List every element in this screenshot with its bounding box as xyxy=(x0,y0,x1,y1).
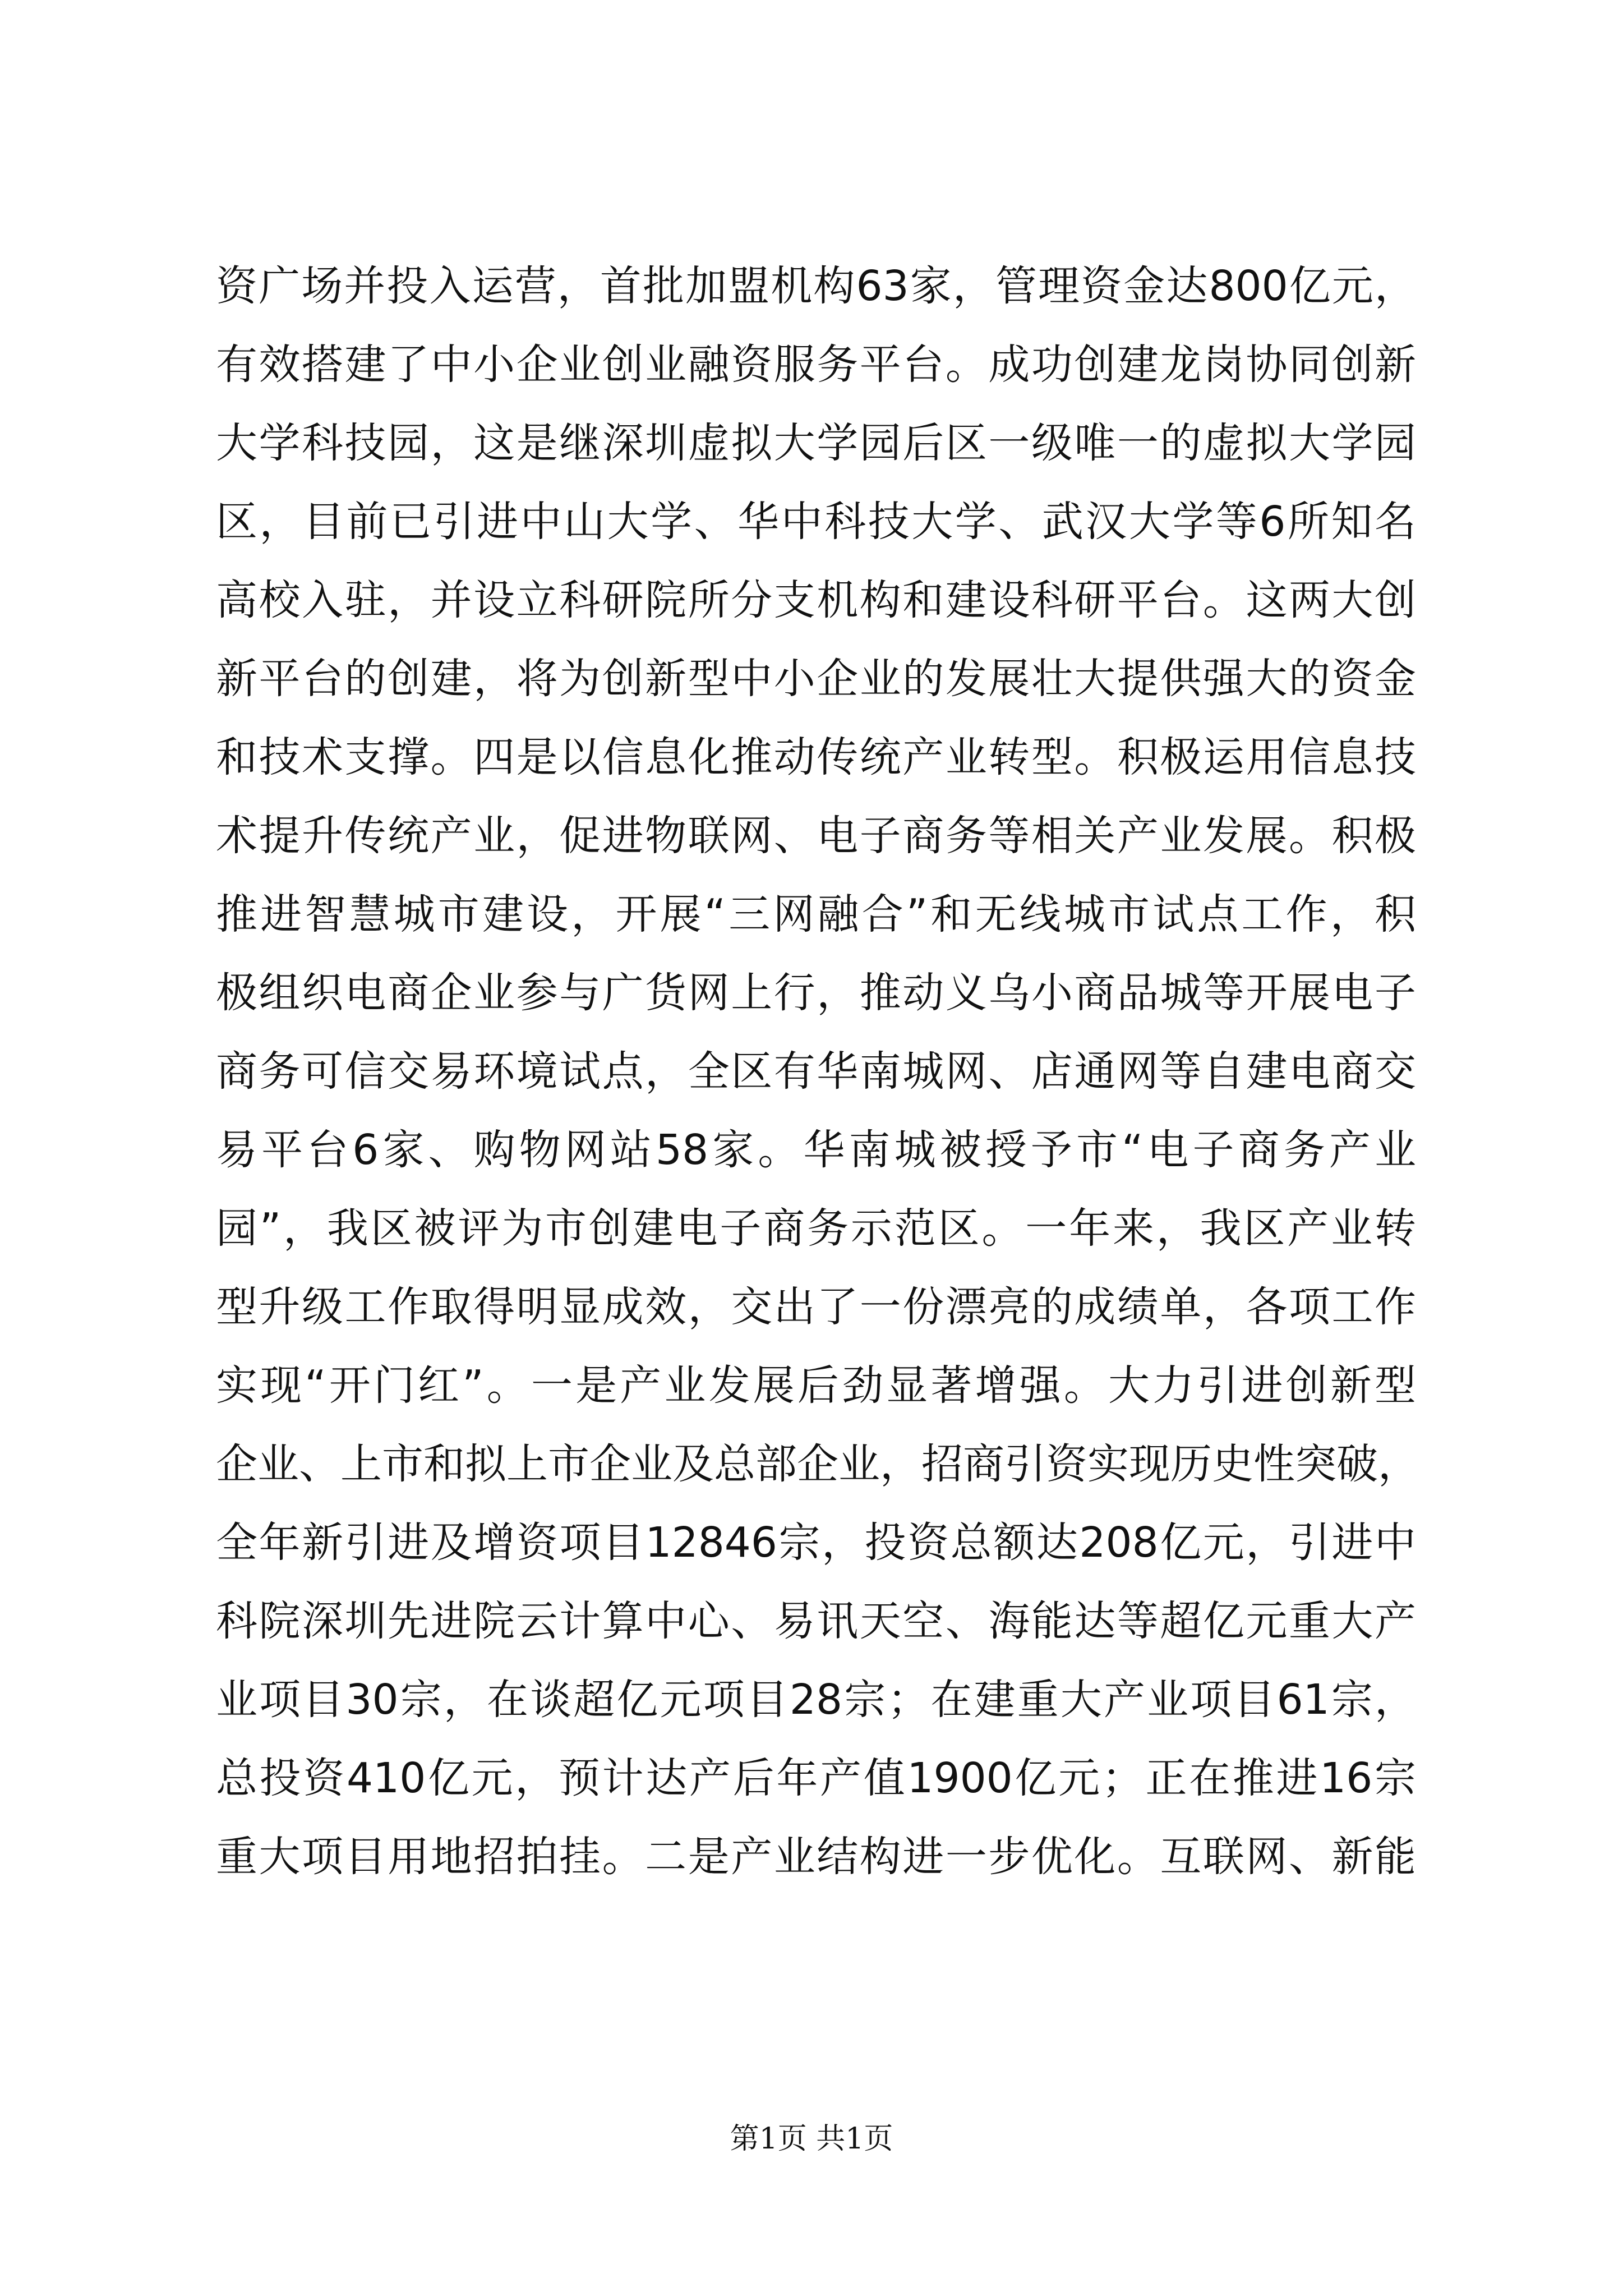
text-line: 业项目30宗，在谈超亿元项目28宗；在建重大产业项目61宗， xyxy=(216,1676,1416,1724)
text-line: 推进智慧城市建设，开展“三网融合”和无线城市试点工作，积 xyxy=(216,890,1416,938)
text-line: 和技术支撑。四是以信息化推动传统产业转型。积极运用信息技 xyxy=(216,733,1416,781)
page-footer xyxy=(0,2115,1623,2157)
text-line: 总投资410亿元，预计达产后年产值1900亿元；正在推进16宗 xyxy=(216,1754,1416,1802)
text-line: 园”，我区被评为市创建电子商务示范区。一年来，我区产业转 xyxy=(216,1204,1416,1253)
text-line: 极组织电商企业参与广货网上行，推动义乌小商品城等开展电子 xyxy=(216,969,1416,1017)
text-line: 全年新引进及增资项目12846宗，投资总额达208亿元，引进中 xyxy=(216,1519,1416,1567)
page-number-label: 第1页 共1页 xyxy=(730,2122,893,2156)
text-line: 区，目前已引进中山大学、华中科技大学、武汉大学等6所知名 xyxy=(216,498,1416,546)
text-line: 实现“开门红”。一是产业发展后劲显著增强。大力引进创新型 xyxy=(216,1361,1416,1410)
text-line: 有效搭建了中小企业创业融资服务平台。成功创建龙岗协同创新 xyxy=(216,341,1416,389)
body-text xyxy=(216,247,1419,1896)
text-line: 重大项目用地招拍挂。二是产业结构进一步优化。互联网、新能 xyxy=(216,1833,1416,1881)
text-line: 资广场并投入运营，首批加盟机构63家，管理资金达800亿元， xyxy=(216,262,1416,310)
text-line: 科院深圳先进院云计算中心、易讯天空、海能达等超亿元重大产 xyxy=(216,1597,1416,1645)
text-line: 企业、上市和拟上市企业及总部企业，招商引资实现历史性突破， xyxy=(216,1440,1419,1488)
text-line: 大学科技园，这是继深圳虚拟大学园后区一级唯一的虚拟大学园 xyxy=(216,419,1416,467)
text-line: 商务可信交易环境试点，全区有华南城网、店通网等自建电商交 xyxy=(216,1047,1416,1096)
text-line: 新平台的创建，将为创新型中小企业的发展壮大提供强大的资金 xyxy=(216,655,1416,703)
text-line: 高校入驻，并设立科研院所分支机构和建设科研平台。这两大创 xyxy=(216,576,1416,624)
text-line: 术提升传统产业，促进物联网、电子商务等相关产业发展。积极 xyxy=(216,812,1416,860)
text-line: 易平台6家、购物网站58家。华南城被授予市“电子商务产业 xyxy=(216,1126,1416,1174)
text-line: 型升级工作取得明显成效，交出了一份漂亮的成绩单，各项工作 xyxy=(216,1283,1416,1331)
